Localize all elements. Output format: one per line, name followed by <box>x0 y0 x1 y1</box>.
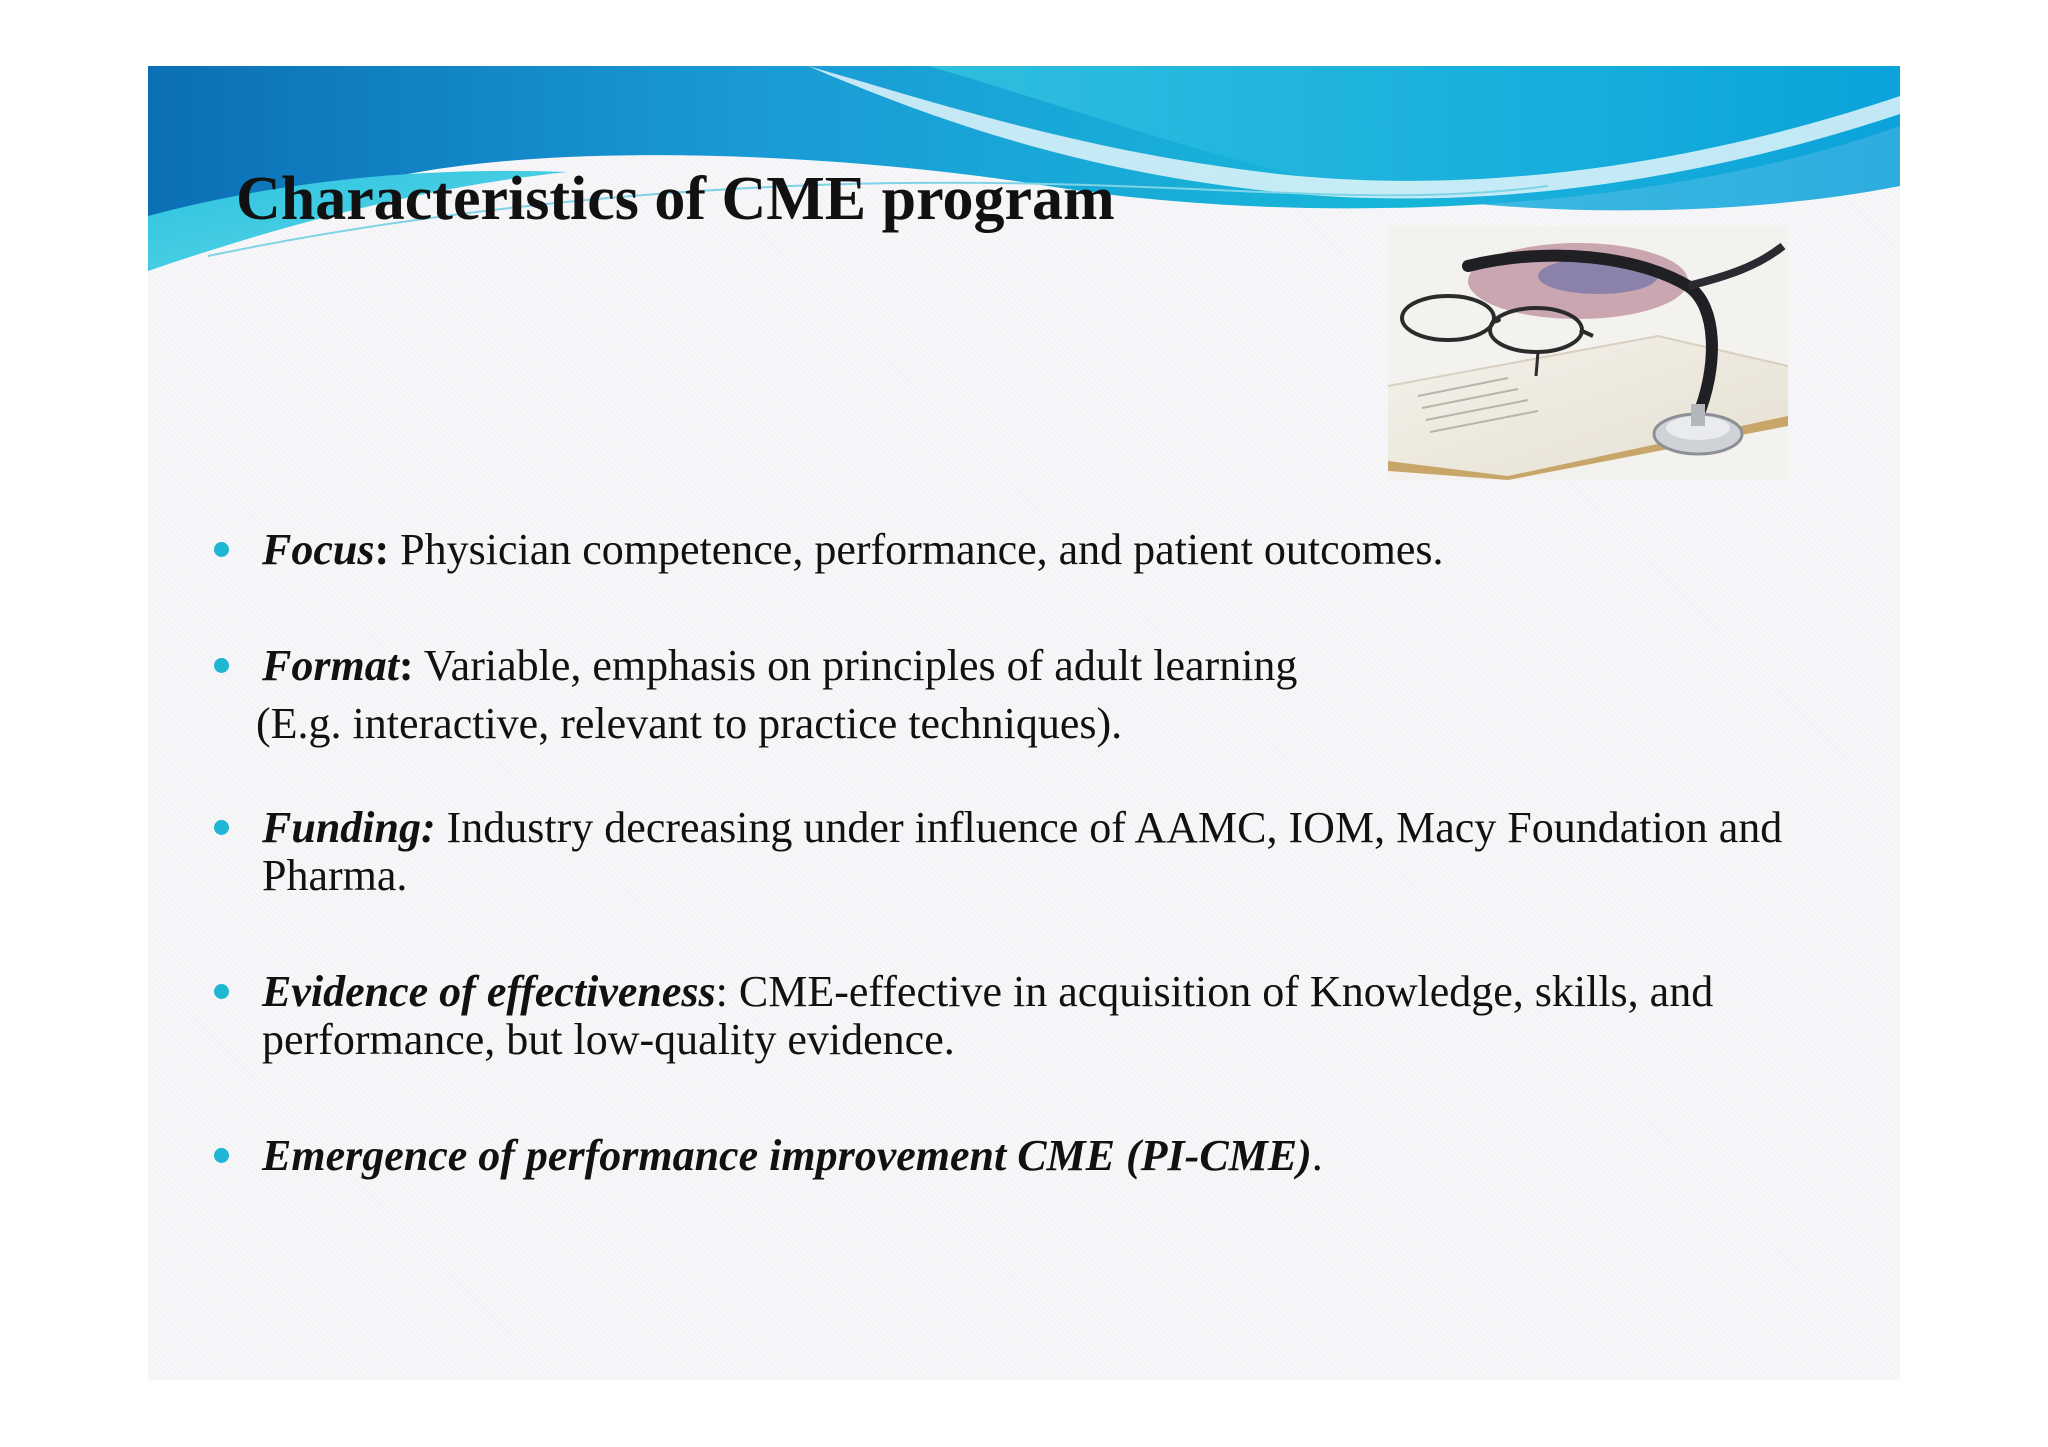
bullet-text: . <box>1311 1131 1323 1180</box>
bullet-label: Evidence of effectiveness <box>262 967 716 1016</box>
bullet-text: : CME-effective in acquisition of Knowledge, skills, and performance, but low-quality evidence. <box>262 967 1714 1064</box>
bullet-item <box>210 968 1870 1064</box>
bullet-dot-icon <box>214 984 229 999</box>
bullet-label: Format <box>262 641 399 690</box>
bullet-text: Industry decreasing under influence of AAMC, IOM, Macy Foundation and Pharma. <box>262 803 1783 900</box>
stethoscope-glasses-book-image <box>1388 226 1788 480</box>
bullet-dot-icon <box>214 542 229 557</box>
bullet-label: Focus <box>262 525 375 574</box>
bullet-dot-icon <box>214 820 229 835</box>
bullet-separator: : <box>374 525 390 574</box>
bullet-separator: : <box>398 641 414 690</box>
bullet-list <box>210 526 1870 1180</box>
bullet-dot-icon <box>214 1148 229 1163</box>
slide <box>148 66 1900 1380</box>
bullet-text: Physician competence, performance, and patient outcomes. <box>389 525 1444 574</box>
bullet-label: Funding: <box>262 803 436 852</box>
slide-title: Characteristics of CME program <box>236 165 1115 233</box>
bullet-subtext: (E.g. interactive, relevant to practice techniques). <box>256 699 1123 748</box>
bullet-item <box>210 642 1870 748</box>
bullet-label: Emergence of performance improvement CME (PI-CME) <box>262 1131 1312 1180</box>
bullet-item <box>210 1132 1870 1180</box>
bullet-item <box>210 804 1870 900</box>
bullet-item <box>210 526 1870 574</box>
bullet-text: Variable, emphasis on principles of adult learning <box>413 641 1298 690</box>
bullet-dot-icon <box>214 658 229 673</box>
